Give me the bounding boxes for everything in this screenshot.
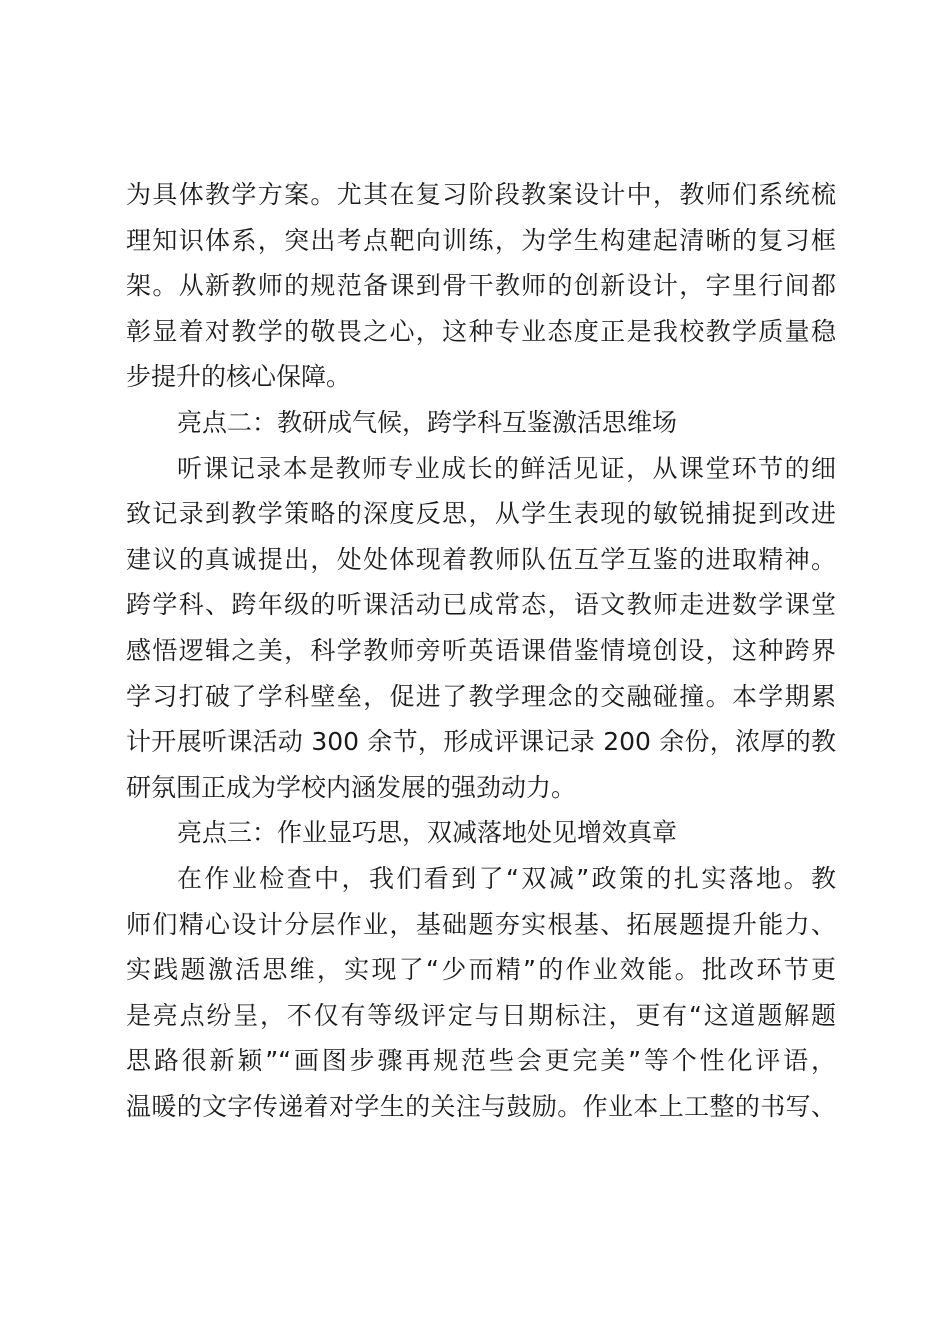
text-line: 研氛围正成为学校内涵发展的强劲动力。 — [126, 772, 577, 802]
text-line: 建议的真诚提出，处处体现着教师队伍互学互鉴的进取精神。 — [126, 544, 836, 574]
text-line: 实践题激活思维，实现了“少而精”的作业效能。批改环节更 — [126, 955, 836, 985]
text-line: 步提升的核心保障。 — [126, 362, 352, 392]
text-line: 听课记录本是教师专业成长的鲜活见证，从课堂环节的细 — [177, 453, 836, 483]
text-line: 为具体教学方案。尤其在复习阶段教案设计中，教师们系统梳 — [126, 180, 836, 209]
text-line: 在作业检查中，我们看到了“双减”政策的扎实落地。教 — [177, 863, 836, 893]
section-heading-2: 亮点二：教研成气候，跨学科互鉴激活思维场 — [177, 407, 678, 437]
text-line: 理知识体系，突出考点靶向训练，为学生构建起清晰的复习框 — [126, 225, 836, 255]
text-line: 彰显着对教学的敬畏之心，这种专业态度正是我校教学质量稳 — [126, 316, 836, 346]
text-line: 致记录到教学策略的深度反思，从学生表现的敏锐捕捉到改进 — [126, 499, 836, 529]
text-line: 感悟逻辑之美，科学教师旁听英语课借鉴情境创设，这种跨界 — [126, 635, 836, 665]
text-line: 思路很新颖”“画图步骤再规范些会更完美”等个性化评语， — [126, 1046, 836, 1076]
body-text — [126, 172, 836, 1129]
text-line: 架。从新教师的规范备课到骨干教师的创新设计，字里行间都 — [126, 271, 836, 301]
text-line: 是亮点纷呈，不仅有等级评定与日期标注，更有“这道题解题 — [126, 1000, 836, 1030]
text-line: 计开展听课活动 300 余节，形成评课记录 200 余份，浓厚的教 — [126, 727, 836, 757]
text-line: 跨学科、跨年级的听课活动已成常态，语文教师走进数学课堂 — [126, 590, 836, 620]
text-line: 学习打破了学科壁垒，促进了教学理念的交融碰撞。本学期累 — [126, 681, 836, 711]
text-line: 师们精心设计分层作业，基础题夯实根基、拓展题提升能力、 — [126, 909, 836, 939]
text-line: 温暖的文字传递着对学生的关注与鼓励。作业本上工整的书写、 — [126, 1091, 836, 1121]
section-heading-3: 亮点三：作业显巧思，双减落地处见增效真章 — [177, 818, 678, 848]
